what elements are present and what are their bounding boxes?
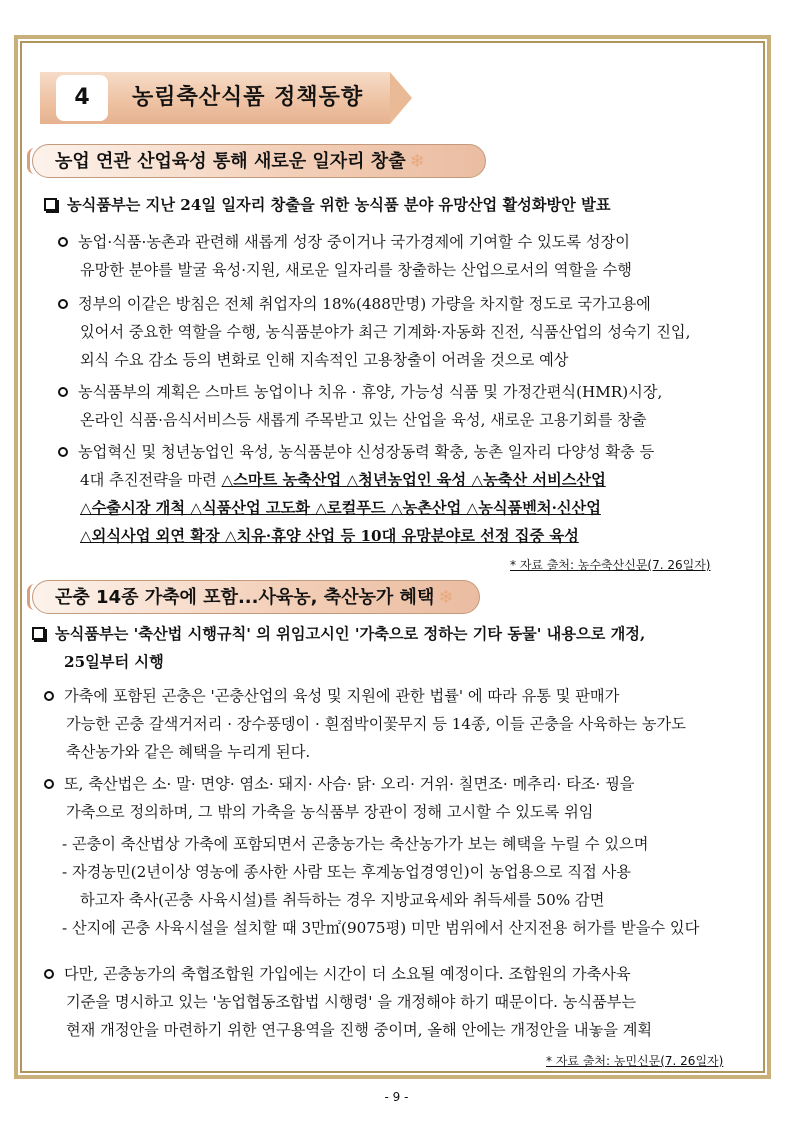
article1-heading-text: 농업 연관 산업육성 통해 새로운 일자리 창출 [55,151,406,172]
article1-source: * 자료 출처: 농수축산신문(7. 26일자) [510,558,711,572]
dash-item: - 자경농민(2년이상 영농에 종사한 사람 또는 후계농업경영인)이 농업용으로 직접 사용 [62,863,631,881]
bullet-text: 농업혁신 및 청년농업인 육성, 농식품분야 신성장동력 확충, 농촌 일자리 다양성 확충 등 [78,443,655,461]
bullet-text: 농식품부의 계획은 스마트 농업이나 치유 · 휴양, 가능성 식품 및 가정간편식(HMR)시장, [78,383,663,401]
circle-bullet-icon [44,691,54,701]
bullet-text: 있어서 중요한 역할을 수행, 농식품분야가 최근 기계화·자동화 진전, 식품산업의 성숙기 진입, [80,323,691,341]
article2-dash-list [62,830,699,942]
article2-lead-text: 25일부터 시행 [64,653,164,671]
article2-bullet1 [44,682,686,766]
strategy-list: △스마트 농축산업 △청년농업인 육성 △농축산 서비스산업 [221,471,606,489]
circle-bullet-icon [58,387,68,397]
circle-bullet-icon [44,779,54,789]
dash-item: - 산지에 곤충 사육시설을 설치할 때 3만㎡(9075평) 미만 범위에서 산지전용 허가를 받을수 있다 [62,919,700,937]
bullet-text: 가능한 곤충 갈색거저리 · 장수풍뎅이 · 흰점박이꽃무지 등 14종, 이들 곤충을 사육하는 농가도 [66,715,686,733]
article1-bullet2 [58,290,690,374]
bullet-text: 유망한 분야를 발굴 육성·지원, 새로운 일자리를 창출하는 산업으로서의 역할을 수행 [80,261,632,279]
bullet-text: 정부의 이같은 방침은 전체 취업자의 18%(488만명) 가량을 차지할 정도로 국가고용에 [78,295,651,313]
heading-bracket [27,148,42,174]
dash-item: - 곤충이 축산법상 가축에 포함되면서 곤충농가는 축산농가가 보는 혜택을 누릴 수 있으며 [62,835,649,853]
article1-lead-text: 농식품부는 지난 24일 일자리 창출을 위한 농식품 분야 유망산업 활성화방안 발표 [67,196,611,214]
heading-bracket [27,584,42,610]
bullet-text: 축산농가와 같은 혜택을 누리게 된다. [66,743,311,761]
section-title: 농림축산식품 정책동향 [132,85,364,110]
page-number: - 9 - [384,1090,409,1104]
article1-lead [44,191,611,219]
bullet-text: 또, 축산법은 소· 말· 면양· 염소· 돼지· 사슴· 닭· 오리· 거위· 칠면조· 메추리· 타조· 꿩을 [64,775,635,793]
article2-lead-text: 농식품부는 '축산법 시행규칙' 의 위임고시인 '가축으로 정하는 기타 동물' 내용으로 개정, [55,625,646,643]
bullet-text: 농업·식품·농촌과 관련해 새롭게 성장 중이거나 국가경제에 기여할 수 있도록 성장이 [78,233,630,251]
article2-heading [32,580,480,614]
section-number: 4 [56,75,108,121]
section-header-arrow [390,72,412,124]
bullet-text: 다만, 곤충농가의 축협조합원 가입에는 시간이 더 소요될 예정이다. 조합원의 가축사육 [64,965,631,983]
snowflake-icon: ❄ [438,587,454,608]
bullet-text: 가축에 포함된 곤충은 '곤충산업의 육성 및 지원에 관한 법률' 에 따라 유통 및 판매가 [64,687,620,705]
bullet-text: 현재 개정안을 마련하기 위한 연구용역을 진행 중이며, 올해 안에는 개정안을 내놓을 계획 [66,1021,653,1039]
circle-bullet-icon [44,969,54,979]
article2-bullet2 [44,770,634,826]
article1-bullet4 [58,438,654,550]
bullet-text: 4대 추진전략을 마련 [80,471,222,489]
article1-bullet3 [58,378,662,434]
checkbox-square-icon [44,198,57,211]
strategy-list: △수출시장 개척 △식품산업 고도화 △로컬푸드 △농촌산업 △농식품벤처·신산업 [80,499,601,517]
strategy-list: △외식사업 외연 확장 △치유·휴양 산업 등 10대 유망분야로 선정 집중 육성 [80,527,579,545]
article2-bullet3 [44,960,652,1044]
circle-bullet-icon [58,447,68,457]
bullet-text: 외식 수요 감소 등의 변화로 인해 지속적인 고용창출이 어려울 것으로 예상 [80,351,569,369]
bullet-text: 기준을 명시하고 있는 '농업협동조합법 시행령' 을 개정해야 하기 때문이다. 농식품부는 [66,993,637,1011]
circle-bullet-icon [58,299,68,309]
snowflake-icon: ❄ [409,151,425,172]
dash-item: 하고자 축사(곤충 사육시설)를 취득하는 경우 지방교육세와 취득세를 50% 감면 [80,891,605,909]
article1-bullet1 [58,228,632,284]
circle-bullet-icon [58,237,68,247]
article1-heading [32,144,486,178]
section-header [40,72,405,124]
article2-heading-text: 곤충 14종 가축에 포함...사육농, 축산농가 혜택 [55,587,435,608]
checkbox-square-icon [32,627,45,640]
bullet-text: 온라인 식품·음식서비스등 새롭게 주목받고 있는 산업을 육성, 새로운 고용기회를 창출 [80,411,647,429]
article2-source: * 자료 출처: 농민신문(7. 26일자) [546,1054,724,1068]
article2-lead [32,620,645,676]
bullet-text: 가축으로 정의하며, 그 밖의 가축을 농식품부 장관이 정해 고시할 수 있도록 위임 [66,803,594,821]
